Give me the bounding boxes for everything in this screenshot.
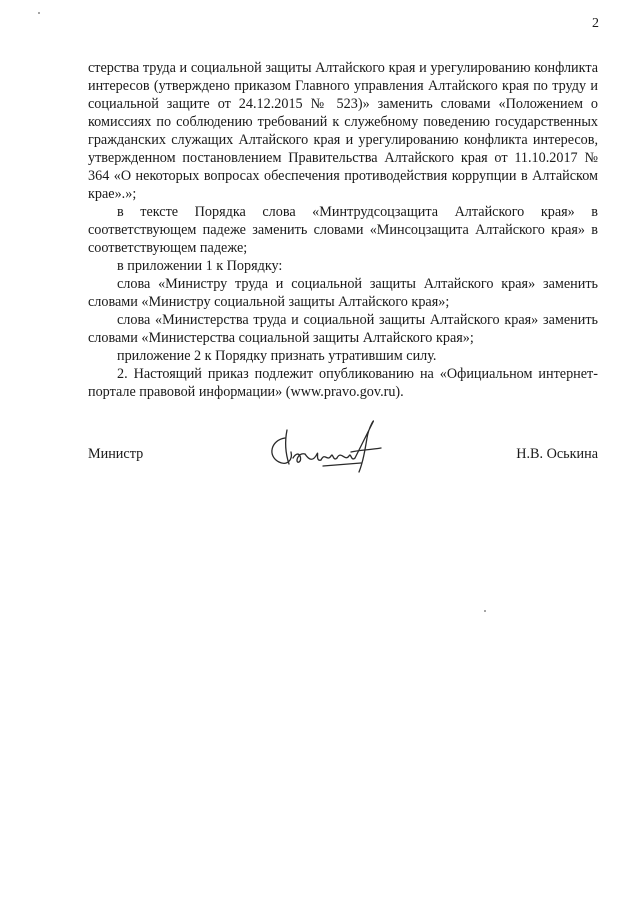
paragraph: стерства труда и социальной защиты Алтайского края и урегулированию конфликта интересов (утверждено приказом Главного управления Алтайского края по труду и социальной защите от 24.12.2015 № 523)» заменить словами «Положением о комиссиях по соблюдению требований к служебному поведению государственных гражданских служащих Алтайского края и урегулированию конфликта интересов, утвержденном постановлением Правительства Алтайского края от 11.10.2017 № 364 «О некоторых вопросах обеспечения противодействия коррупции в Алтайском крае».»; [88,60,598,202]
signature-block [88,446,598,476]
document-body [88,59,598,401]
scan-speck [484,610,486,612]
paragraph: приложение 2 к Порядку признать утратившим силу. [117,348,437,364]
paragraph: слова «Министру труда и социальной защиты Алтайского края» заменить словами «Министру социальной защиты Алтайского края»; [88,276,598,310]
scan-speck [38,12,40,14]
paragraph: в тексте Порядка слова «Минтрудсоцзащита Алтайского края» в соответствующем падеже заменить словами «Минсоцзащита Алтайского края» в соответствующем падеже; [88,204,598,256]
page-number: 2 [592,16,599,31]
paragraph: слова «Министерства труда и социальной защиты Алтайского края» заменить словами «Министерства социальной защиты Алтайского края»; [88,312,598,346]
signatory-title: Министр [88,446,144,462]
signatory-name: Н.В. Оськина [516,446,598,462]
paragraph: 2. Настоящий приказ подлежит опубликованию на «Официальном интернет-портале правовой информации» (www.pravo.gov.ru). [88,366,598,400]
paragraph: в приложении 1 к Порядку: [117,258,283,274]
handwritten-signature [263,416,393,476]
